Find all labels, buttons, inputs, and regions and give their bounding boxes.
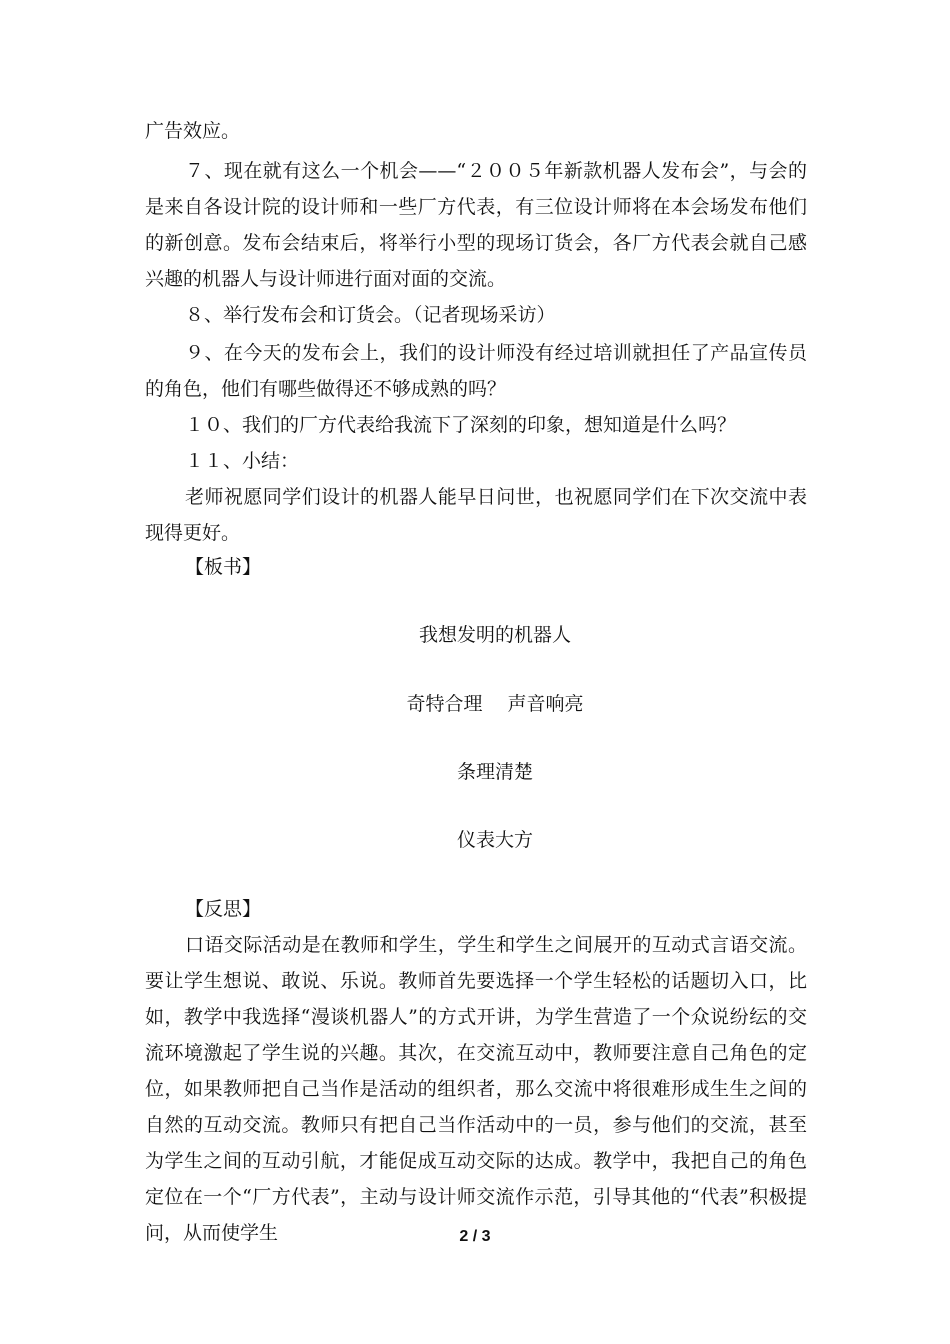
blackboard-title: 我想发明的机器人: [418, 624, 571, 646]
paragraph-item-9: ９、在今天的发布会上，我们的设计师没有经过培训就担任了产品宣传员的角色，他们有哪些做得还不够成熟的吗？: [145, 342, 807, 400]
reflection-heading: 【反思】: [185, 898, 262, 920]
blackboard-heading: 【板书】: [185, 556, 262, 578]
page-number: 2 / 3: [459, 1228, 491, 1245]
paragraph-ad-effect: 广告效应。: [145, 120, 241, 142]
reflection-body: 口语交际活动是在教师和学生，学生和学生之间展开的互动式言语交流。要让学生想说、敢说、乐说。教师首先要选择一个学生轻松的话题切入口，比如，教学中我选择“漫谈机器人”的方式开讲，为学生营造了一个众说纷纭的交流环境激起了学生说的兴趣。其次，在交流互动中，教师要注意自己角色的定位，如果教师把自己当作是活动的组织者，那么交流中将很难形成生生之间的自然的互动交流。教师只有把自己当作活动中的一员，参与他们的交流，甚至为学生之间的互动引航，才能促成互动交际的达成。教学中，我把自己的角色定位在一个“厂方代表”，主动与设计师交流作示范，引导其他的“代表”积极提问，从而使学生: [145, 934, 807, 1244]
paragraph-item-11: １１、小结：: [185, 450, 300, 472]
blackboard-line-1: 奇特合理 声音响亮: [406, 693, 584, 715]
paragraph-item-10: １０、我们的厂方代表给我流下了深刻的印象，想知道是什么吗？: [185, 414, 737, 436]
blackboard-line-2: 条理清楚: [456, 761, 533, 783]
paragraph-summary: 老师祝愿同学们设计的机器人能早日问世，也祝愿同学们在下次交流中表现得更好。: [145, 486, 807, 544]
blackboard-line-3: 仪表大方: [456, 829, 533, 851]
paragraph-item-8: ８、举行发布会和订货会。（记者现场采访）: [185, 304, 556, 326]
paragraph-item-7: ７、现在就有这么一个机会——“２００５年新款机器人发布会”，与会的是来自各设计院的设计师和一些厂方代表，有三位设计师将在本会场发布他们的新创意。发布会结束后，将举行小型的现场订货会，各厂方代表会就自己感兴趣的机器人与设计师进行面对面的交流。: [145, 160, 807, 290]
